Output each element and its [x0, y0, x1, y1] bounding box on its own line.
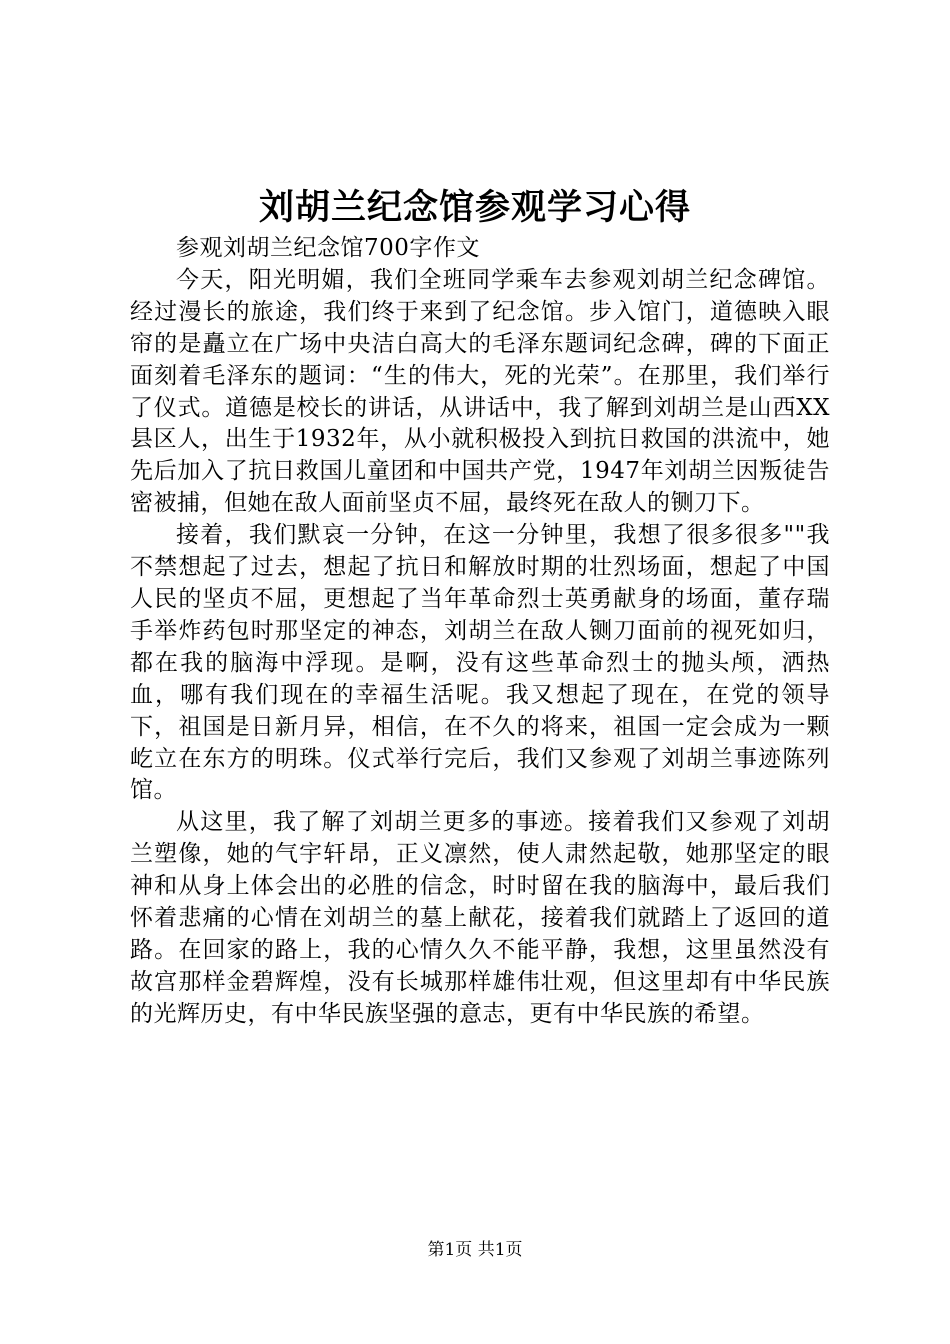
page-number: 第1页 共1页 — [427, 1240, 523, 1260]
page-footer — [0, 1238, 950, 1262]
document-title: 刘胡兰纪念馆参观学习心得 — [258, 187, 691, 228]
document-body — [130, 233, 830, 1031]
body-paragraph: 接着，我们默哀一分钟，在这一分钟里，我想了很多很多""我不禁想起了过去，想起了抗日和解放时期的壮烈场面，想起了中国人民的坚贞不屈，更想起了当年革命烈士英勇献身的场面，董存瑞手举炸药包时那坚定的神态，刘胡兰在敌人铡刀面前的视死如归，都在我的脑海中浮现。是啊，没有这些革命烈士的抛头颅，洒热血，哪有我们现在的幸福生活呢。我又想起了现在，在党的领导下，祖国是日新月异，相信，在不久的将来，祖国一定会成为一颗屹立在东方的明珠。仪式举行完后，我们又参观了刘胡兰事迹陈列馆。 — [130, 522, 830, 804]
body-paragraph: 从这里，我了解了刘胡兰更多的事迹。接着我们又参观了刘胡兰塑像，她的气宇轩昂，正义凛然，使人肃然起敬，她那坚定的眼神和从身上体会出的必胜的信念，时时留在我的脑海中，最后我们怀着悲痛的心情在刘胡兰的墓上献花，接着我们就踏上了返回的道路。在回家的路上，我的心情久久不能平静，我想，这里虽然没有故宫那样金碧辉煌，没有长城那样雄伟壮观，但这里却有中华民族的光辉历史，有中华民族坚强的意志，更有中华民族的希望。 — [130, 809, 830, 1027]
subtitle-paragraph: 参观刘胡兰纪念馆700字作文 — [176, 235, 480, 261]
body-paragraph: 今天，阳光明媚，我们全班同学乘车去参观刘胡兰纪念碑馆。经过漫长的旅途，我们终于来到了纪念馆。步入馆门，道德映入眼帘的是矗立在广场中央洁白高大的毛泽东题词纪念碑，碑的下面正面刻着毛泽东的题词：“生的伟大，死的光荣”。在那里，我们举行了仪式。道德是校长的讲话，从讲话中，我了解到刘胡兰是山西XX县区人，出生于1932年，从小就积极投入到抗日救国的洪流中，她先后加入了抗日救国儿童团和中国共产党，1947年刘胡兰因叛徒告密被捕，但她在敌人面前坚贞不屈，最终死在敌人的铡刀下。 — [130, 266, 830, 517]
